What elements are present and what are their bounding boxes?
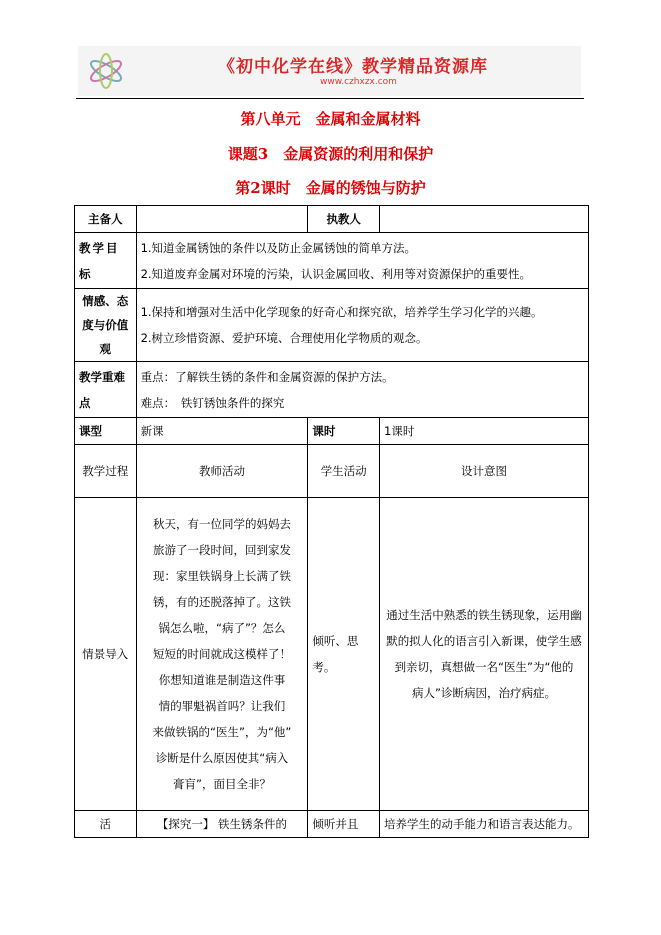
preparer-label: 主备人 — [75, 206, 137, 233]
teacher-line: 锅怎么啦，“病了”？怎么 — [158, 621, 286, 635]
topic-title: 课题3 金属资源的利用和保护 — [227, 145, 434, 163]
intent-line: 培养学生的动手能力和语言表达能力。 — [384, 817, 580, 831]
student-activity: 倾听并且 — [308, 811, 380, 838]
banner-title: 《初中化学在线》教学精品资源库 — [218, 57, 488, 77]
unit-title: 第八单元 金属和金属材料 — [240, 110, 421, 128]
teacher-line: 你想知道谁是制造这件事 — [158, 673, 286, 687]
goal-item: 1.知道金属锈蚀的条件以及防止金属锈蚀的简单方法。 — [140, 240, 417, 255]
teacher-line: 情的罪魁祸首吗？让我们 — [158, 699, 286, 713]
emotion-item: 1.保持和增强对生活中化学现象的好奇心和探究欲，培养学生学习化学的兴趣。 — [140, 305, 543, 319]
banner-url: www.czhxzx.com — [320, 77, 397, 87]
hours-label: 课时 — [308, 418, 380, 445]
teacher-label: 执教人 — [308, 206, 380, 233]
header-banner — [78, 46, 581, 96]
divider — [76, 98, 584, 99]
hours-value: 1课时 — [380, 418, 589, 445]
header-student: 学生活动 — [308, 445, 380, 498]
teacher-line: 锈，有的还脱落掉了。这铁 — [152, 595, 291, 609]
goal-item: 2.知道废弃金属对环境的污染，认识金属回收、利用等对资源保护的重要性。 — [140, 266, 532, 281]
header-intent: 设计意图 — [380, 445, 589, 498]
goals-label: 教学目标 — [75, 233, 137, 289]
stage-cell: 情景导入 — [75, 498, 137, 811]
intent-line: 病人”诊断病因，治疗病症。 — [412, 686, 556, 700]
teacher-line: 旅游了一段时间，回到家发 — [152, 543, 291, 557]
emotion-label: 情感、态度与价值观 — [75, 289, 137, 362]
teacher-line: 短短的时间就成这模样了！ — [152, 647, 291, 661]
teacher-line: 膏肓”，面目全非？ — [172, 777, 271, 791]
stage-cell: 活 — [75, 811, 137, 838]
teacher-line: 秋天，有一位同学的妈妈去 — [152, 517, 291, 531]
header-stage: 教学过程 — [75, 445, 137, 498]
teacher-line: 来做铁锅的“医生”，为“他” — [152, 725, 292, 739]
type-label: 课型 — [75, 418, 137, 445]
key-point: 重点：了解铁生锈的条件和金属资源的保护方法。 — [140, 369, 394, 384]
lesson-title: 第2课时 金属的锈蚀与防护 — [235, 179, 426, 197]
design-intent — [380, 811, 589, 838]
intent-line: 通过生活中熟悉的铁生锈现象，运用幽 — [386, 608, 582, 622]
table-row — [75, 498, 589, 811]
teacher-line: 【探究一】 铁生锈条件的 — [156, 817, 288, 831]
teacher-value — [380, 206, 589, 233]
table-row — [75, 811, 589, 838]
student-activity: 倾听、思考。 — [308, 498, 380, 811]
preparer-value — [136, 206, 308, 233]
intent-line: 到亲切，真想做一名“医生”为“他的 — [394, 660, 574, 674]
type-value: 新课 — [136, 418, 308, 445]
teacher-activity — [136, 811, 308, 838]
difficult-point: 难点： 铁钉锈蚀条件的探究 — [140, 395, 285, 410]
teacher-line: 诊断是什么原因使其“病入 — [155, 751, 289, 765]
emotion-item: 2.树立珍惜资源、爱护环境、合理使用化学物质的观念。 — [140, 331, 428, 345]
lesson-plan-table — [74, 205, 589, 838]
header-teacher: 教师活动 — [136, 445, 308, 498]
logo-icon — [86, 52, 126, 90]
key-label: 教学重难点 — [75, 362, 137, 418]
intent-line: 默的拟人化的语言引入新课，使学生感 — [386, 634, 582, 648]
teacher-line: 现：家里铁锅身上长满了铁 — [152, 569, 291, 583]
teacher-activity — [136, 498, 308, 811]
design-intent — [380, 498, 589, 811]
